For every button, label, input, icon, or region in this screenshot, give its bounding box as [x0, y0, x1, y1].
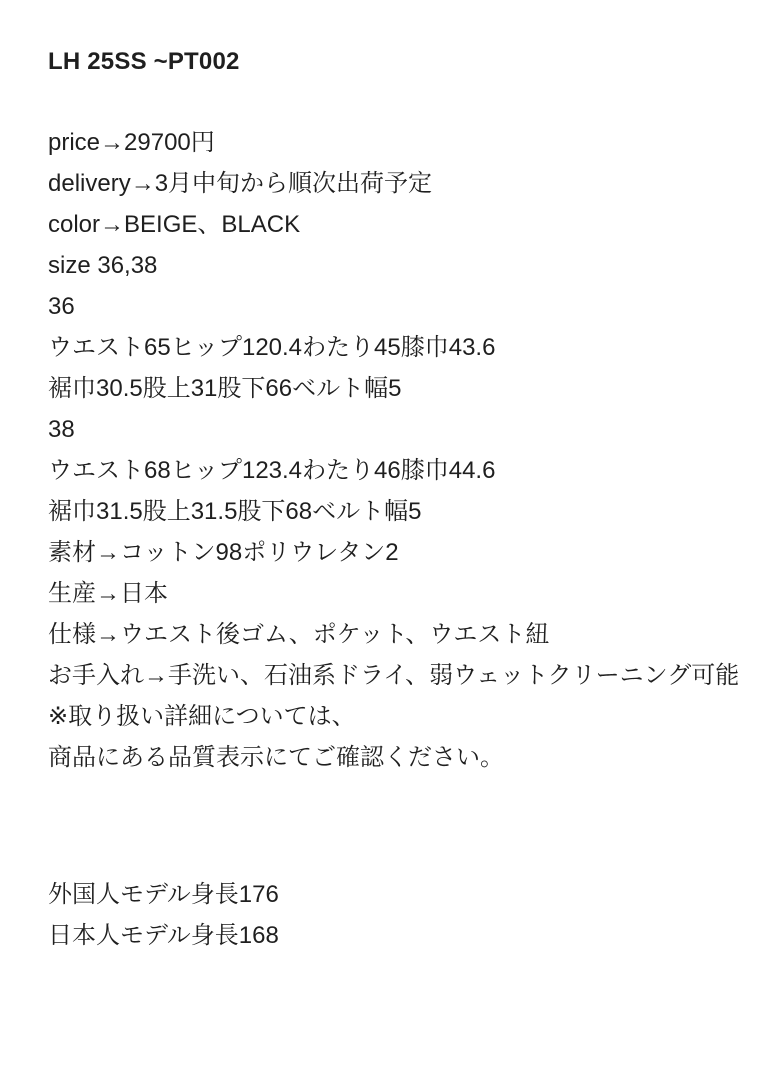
spec-line-size38-measurements-2: 裾巾31.5股上31.5股下68ベルト幅5	[48, 498, 422, 525]
model-line-japanese: 日本人モデル身長168	[48, 922, 279, 949]
document-content	[0, 28, 765, 956]
note-model-spacer	[48, 778, 755, 874]
spec-line-production: 生産→日本	[48, 580, 168, 607]
spec-line-size38-measurements-1: ウエスト68ヒップ123.4わたり46膝巾44.6	[48, 457, 496, 484]
spec-line-price: price→29700円	[48, 129, 215, 156]
spec-line-size38-label: 38	[48, 416, 75, 443]
spec-line-color: color→BEIGE、BLACK	[48, 211, 301, 238]
spec-line-care: お手入れ→手洗い、石油系ドライ、弱ウェットクリーニング可能	[48, 662, 740, 689]
spec-line-size36-label: 36	[48, 293, 75, 320]
model-block	[48, 874, 755, 956]
spec-list	[48, 122, 755, 696]
spec-line-size: size 36,38	[48, 252, 158, 279]
note-line-2: 商品にある品質表示にてご確認ください。	[48, 744, 504, 771]
model-line-foreign: 外国人モデル身長176	[48, 881, 279, 908]
note-line-1: ※取り扱い詳細については、	[48, 703, 356, 730]
note-block	[48, 696, 755, 778]
spec-line-size36-measurements-1: ウエスト65ヒップ120.4わたり45膝巾43.6	[48, 334, 496, 361]
spec-line-details: 仕様→ウエスト後ゴム、ポケット、ウエスト紐	[48, 621, 550, 648]
spec-line-delivery: delivery→3月中旬から順次出荷予定	[48, 170, 433, 197]
page-title: LH 25SS ~PT002	[48, 48, 240, 75]
spec-line-size36-measurements-2: 裾巾30.5股上31股下66ベルト幅5	[48, 375, 402, 402]
spec-line-material: 素材→コットン98ポリウレタン2	[48, 539, 399, 566]
title-spacer	[48, 82, 755, 122]
